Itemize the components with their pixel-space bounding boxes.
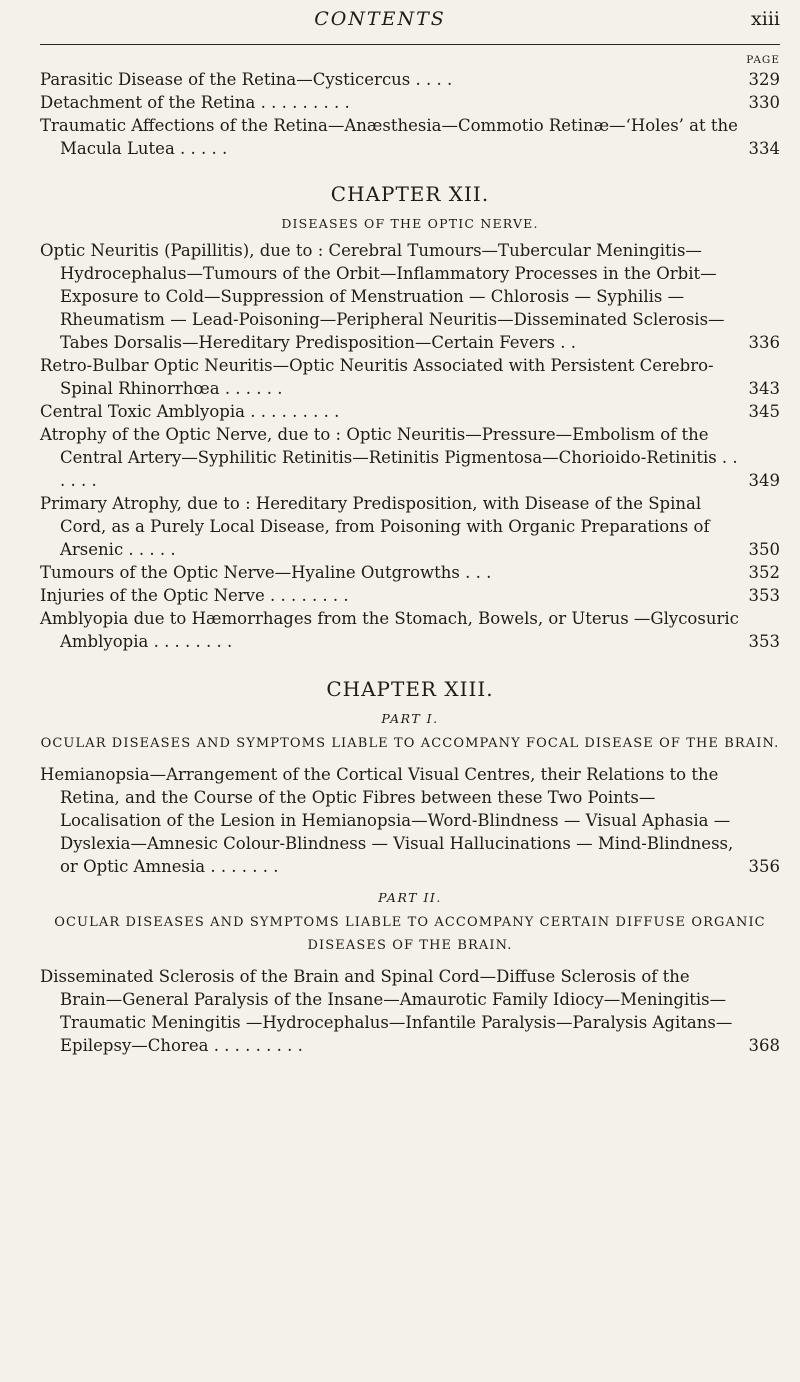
part-subject: OCULAR DISEASES AND SYMPTOMS LIABLE TO ACCOMPANY FOCAL DISEASE OF THE BRAIN.: [40, 736, 780, 751]
part-label: PART II.: [378, 890, 442, 905]
toc-entry-text: Central Toxic Amblyopia . . . . . . . . .: [40, 402, 340, 421]
toc-entry-page: 353: [748, 632, 780, 651]
toc-entry-text: Traumatic Affections of the Retina—Anæsthesia—Commotio Retinæ—‘Holes’ at the Macula Lutea . . . . .: [40, 116, 738, 158]
chapter-subject: DISEASES OF THE OPTIC NERVE.: [281, 216, 539, 231]
toc-entry: [40, 91, 780, 114]
part-label: PART I.: [381, 711, 439, 726]
toc-entry-page: 368: [748, 1036, 780, 1055]
toc-entry-page: 350: [748, 540, 780, 559]
toc-entry-page: 352: [748, 563, 780, 582]
toc-entry-text: Primary Atrophy, due to : Hereditary Predisposition, with Disease of the Spinal Cord, as a Purely Local Disease, from Poisoning with Organic Preparations of Arsenic . . . . .: [40, 494, 710, 559]
toc-entry: [40, 561, 780, 584]
toc-entry-page: 343: [748, 379, 780, 398]
toc-entry-text: Atrophy of the Optic Nerve, due to : Optic Neuritis—Pressure—Embolism of the Central Artery—Syphilitic Retinitis—Retinitis Pigmentosa—Chorioido-Retinitis . . . . . .: [40, 425, 738, 490]
toc-entry-page: 336: [748, 333, 780, 352]
contents-page: [40, 0, 780, 1382]
toc-entry-text: Optic Neuritis (Papillitis), due to : Cerebral Tumours—Tubercular Meningitis—Hydrocephalus—Tumours of the Orbit—Inflammatory Processes in the Orbit—Exposure to Cold—Suppression of Menstruation — Chlorosis — Syphilis — Rheumatism — Lead-Poisoning—Peripheral Neuritis—Disseminated Sclerosis—Tabes Dorsalis—Hereditary Predisposition—Certain Fevers . .: [40, 241, 725, 352]
part-subject: OCULAR DISEASES AND SYMPTOMS LIABLE TO ACCOMPANY CERTAIN DIFFUSE ORGANIC DISEASES OF THE BRAIN.: [54, 915, 766, 953]
toc-entry-page: 349: [748, 471, 780, 490]
toc-entry: [40, 492, 780, 561]
toc-entry-text: Hemianopsia—Arrangement of the Cortical Visual Centres, their Relations to the Retina, and the Course of the Optic Fibres between these Two Points—Localisation of the Lesion in Hemianopsia—Word-Blindness — Visual Aphasia — Dyslexia—Amnesic Colour-Blindness — Visual Hallucinations — Mind-Blindness, or Optic Amnesia . . . . . . .: [40, 765, 734, 876]
toc-entry: [40, 68, 780, 91]
toc-entry-page: 330: [748, 93, 780, 112]
toc-entry: [40, 763, 780, 878]
toc-entry: [40, 423, 780, 492]
part-1-entries: [40, 763, 780, 878]
toc-entry-text: Amblyopia due to Hæmorrhages from the Stomach, Bowels, or Uterus —Glycosuric Amblyopia . . . . . . . .: [40, 609, 739, 651]
running-head-title: CONTENTS: [314, 8, 446, 30]
toc-entry: [40, 607, 780, 653]
chapter-heading: CHAPTER XIII.: [326, 677, 494, 701]
toc-entry-page: 345: [748, 402, 780, 421]
running-head: [40, 0, 780, 50]
toc-entry-page: 334: [748, 139, 780, 158]
chapter-heading: CHAPTER XII.: [330, 182, 490, 206]
toc-entry-text: Parasitic Disease of the Retina—Cysticercus . . . .: [40, 70, 453, 89]
toc-entry: [40, 239, 780, 354]
part-2-entries: [40, 965, 780, 1057]
toc-entry: [40, 584, 780, 607]
chapter-12-entries: [40, 239, 780, 653]
toc-entry-page: 353: [748, 586, 780, 605]
toc-entry-text: Detachment of the Retina . . . . . . . . .: [40, 93, 350, 112]
page-column-label: PAGE: [746, 54, 780, 66]
toc-entry: [40, 114, 780, 160]
toc-entry-text: Retro-Bulbar Optic Neuritis—Optic Neuritis Associated with Persistent Cerebro-Spinal Rhinorrhœa . . . . . .: [40, 356, 714, 398]
top-entries: [40, 68, 780, 160]
toc-entry-text: Injuries of the Optic Nerve . . . . . . . .: [40, 586, 349, 605]
toc-entry-text: Tumours of the Optic Nerve—Hyaline Outgrowths . . .: [40, 563, 492, 582]
running-head-page-number: xiii: [751, 8, 780, 30]
toc-entry: [40, 400, 780, 423]
toc-entry-page: 356: [748, 857, 780, 876]
toc-entry: [40, 965, 780, 1057]
toc-entry-page: 329: [748, 70, 780, 89]
header-rule: [40, 44, 780, 45]
toc-entry-text: Disseminated Sclerosis of the Brain and Spinal Cord—Diffuse Sclerosis of the Brain—General Paralysis of the Insane—Amaurotic Family Idiocy—Meningitis—Traumatic Meningitis —Hydrocephalus—Infantile Paralysis—Paralysis Agitans—Epilepsy—Chorea . . . . . . . . .: [40, 967, 733, 1055]
toc-entry: [40, 354, 780, 400]
